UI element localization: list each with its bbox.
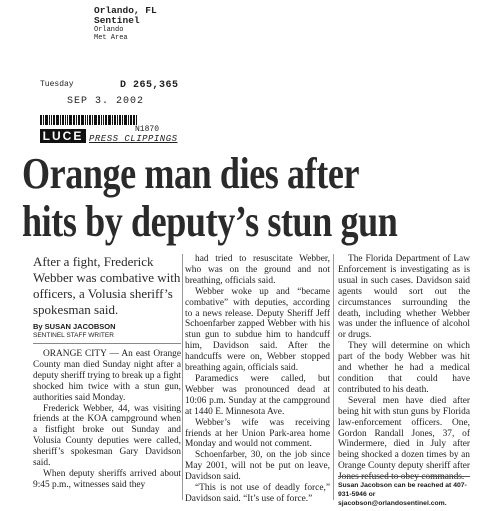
clipping-paper: Sentinel [94, 15, 140, 26]
barcode-bar [101, 115, 102, 125]
clipping-date: SEP 3. 2002 [67, 96, 145, 107]
article-paragraph: “This is not use of deadly force,” Davidson said. “It’s use of force.” [185, 483, 330, 504]
barcode-bar [62, 115, 64, 125]
barcode-bar [45, 115, 48, 125]
barcode-bar [65, 115, 66, 125]
article-paragraph: had tried to resuscitate Webber, who was on the ground and not breathing, officials said. [185, 254, 330, 286]
barcode-bar [133, 115, 135, 125]
barcode-bar [87, 115, 88, 125]
barcode-bar [108, 115, 111, 125]
clipping-number: N1870 [135, 125, 160, 134]
byline-name: By SUSAN JACOBSON [33, 322, 116, 331]
barcode-bar [94, 115, 97, 125]
barcode-bar [98, 115, 100, 125]
barcode-bar [51, 115, 52, 125]
article-paragraph: Webber’s wife was receiving friends at her Union Park-area home Monday and would not comment. [185, 417, 330, 450]
byline [33, 322, 116, 340]
contact-divider [338, 476, 470, 477]
barcode-bar [49, 115, 50, 125]
barcode-bar [122, 115, 123, 125]
article-paragraph: When deputy sheriffs arrived about 9:45 p.m., witnesses said they [33, 468, 181, 490]
barcode-bar [67, 115, 68, 125]
barcode [40, 115, 158, 125]
barcode-bar [103, 115, 104, 125]
barcode-bar [81, 115, 84, 125]
barcode-bar [105, 115, 107, 125]
article-paragraph: Several men have died after being hit with stun guns by Florida law-enforcement officers. One, Gordon Randall Jones, 37, of Windermere, died in July after being shocked a dozen times by an Orange County deputy sheriff after Jones refused to obey commands. [338, 395, 470, 483]
headline [22, 150, 399, 246]
column-divider [333, 254, 334, 500]
clipping-header [94, 6, 157, 42]
press-clippings-label: PRESS CLIPPINGS [89, 134, 178, 144]
barcode-bar [78, 115, 80, 125]
article-column-2 [185, 254, 330, 505]
barcode-bar [85, 115, 86, 125]
clipping-circulation: D 265,365 [120, 80, 179, 91]
barcode-bar [114, 115, 116, 125]
deck: After a fight, Frederick Webber was combative with officers, a Volusia sheriff’s spokesman said. [33, 254, 181, 317]
barcode-bar [76, 115, 77, 125]
article-column-1 [33, 349, 181, 491]
barcode-bar [56, 115, 59, 125]
headline-line-1: Orange man dies after [22, 149, 360, 198]
barcode-bar [112, 115, 113, 125]
reporter-contact: Susan Jacobson can be reached at 407-931-5946 or sjacobson@orlandosentinel.com. [338, 482, 467, 507]
headline-line-2: hits by deputy’s stun gun [22, 197, 398, 246]
barcode-bar [130, 115, 132, 125]
barcode-bar [73, 115, 75, 125]
barcode-bar [92, 115, 93, 125]
article-paragraph: ORANGE CITY — An east Orange County man died Sunday night after a deputy sheriff trying to break up a fight shocked him twice with a stun gun, authorities said Monday. [33, 349, 181, 403]
article-paragraph: Frederick Webber, 44, was visiting friends at the KOA campground when a fistfight broke out Sunday and Volusia County deputies were called, sheriff’s spokesman Gary Davidson said. [33, 403, 181, 469]
barcode-bar [40, 115, 42, 125]
article-paragraph: Webber woke up and “became combative” with deputies, according to a news release. Deputy Sheriff Jeff Schoenfarber zapped Webber with his stun gun to subdue him to handcuff him, Davidson said. After the handcuffs were on, Webber stopped breathing again, officials said. [185, 286, 330, 374]
barcode-bar [117, 115, 118, 125]
article-paragraph: The Florida Department of Law Enforcement is investigating as is usual in such cases. Davidson said agents would sort out the circumstances surrounding the death, including whether Webber was under the influence of alcohol or drugs. [338, 254, 470, 341]
article-paragraph: They will determine on which part of the body Webber was hit and whether he had a medical condition that could have contributed to his death. [338, 341, 470, 395]
clipping-area-2: Met Area [94, 34, 128, 42]
barcode-bar [136, 115, 137, 125]
article-column-3 [338, 254, 470, 483]
barcode-bar [89, 115, 91, 125]
barcode-bar [60, 115, 61, 125]
barcode-bar [53, 115, 55, 125]
clipping-city: Orlando, FL [94, 5, 157, 16]
barcode-bar [119, 115, 121, 125]
byline-divider [33, 343, 181, 344]
column-divider [182, 254, 183, 500]
barcode-bar [43, 115, 44, 125]
article-paragraph: Paramedics were called, but Webber was pronounced dead at 10:06 p.m. Sunday at the campground at 1440 E. Minnesota Ave. [185, 373, 330, 417]
barcode-bar [128, 115, 129, 125]
barcode-bar [124, 115, 127, 125]
luce-logo: LUCE [40, 129, 86, 143]
clipping-area: Orlando [94, 26, 124, 34]
barcode-bar [69, 115, 72, 125]
clipping-day: Tuesday [40, 80, 74, 89]
byline-role: SENTINEL STAFF WRITER [33, 332, 114, 339]
article-paragraph: Schoenfarber, 30, on the job since May 2001, will not be put on leave, Davidson said. [185, 450, 330, 483]
